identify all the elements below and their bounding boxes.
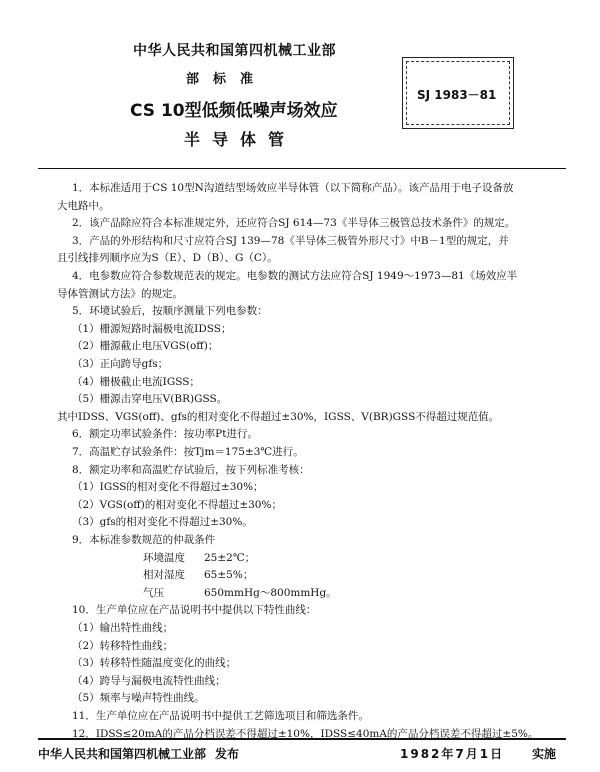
clause-3: 3．产品的外形结构和尺寸应符合SJ 139—78《半导体三极管外形尺寸》中B－1型的规定，并 xyxy=(72,234,509,247)
clause-10-item-4: （4）跨导与漏极电流特性曲线； xyxy=(72,674,226,687)
clause-8-item-1: （1）IGSS的相对变化不得超过±30%； xyxy=(72,481,264,494)
clause-4-cont: 导体管测试方法》的规定。 xyxy=(57,287,183,300)
clause-8: 8．额定功率和高温贮存试验后，按下列标准考核： xyxy=(72,463,310,476)
clause-8-item-3: （3）gfs的相对变化不得超过±30%。 xyxy=(72,516,253,529)
footer-issued-label: 发布 xyxy=(215,747,240,761)
clause-1-cont: 大电路中。 xyxy=(57,199,110,212)
clause-10-item-2: （2）转移特性曲线； xyxy=(72,639,174,652)
clause-6: 6．额定功率试验条件：按功率Pt进行。 xyxy=(72,428,258,441)
issuing-ministry: 中华人民共和国第四机械工业部 xyxy=(133,43,336,59)
clause-5-note: 其中IDSS、VGS(off)、gfs的相对变化不得超过±30%，IGSS、V(BR)GSS不得超过规范值。 xyxy=(57,410,500,423)
clause-5-item-3: （3）正向跨导gfs； xyxy=(72,358,169,370)
clause-10: 10．生产单位应在产品说明书中提供以下特性曲线： xyxy=(72,604,317,617)
footer-date: 1982年7月1日 xyxy=(400,747,505,761)
clause-9: 9．本标准参数规范的仲裁条件 xyxy=(72,534,216,546)
clause-8-item-2: （2）VGS(off)的相对变化不得超过±30%； xyxy=(72,498,282,511)
footer-effective-label: 实施 xyxy=(532,747,557,761)
standard-number: SJ 1983－81 xyxy=(417,88,497,102)
clause-5-item-2: （2）栅源截止电压VGS(off)； xyxy=(72,340,219,353)
clause-11: 11．生产单位应在产品说明书中提供工艺筛选项目和筛选条件。 xyxy=(72,710,369,722)
clause-5: 5．环境试验后，按顺序测量下列电参数： xyxy=(72,305,268,318)
clause-2: 2．该产品除应符合本标准规定外，还应符合SJ 614—73《半导体三极管总技术条件》的规定。 xyxy=(72,217,516,230)
clause-5-item-5: （5）栅源击穿电压V(BR)GSS。 xyxy=(72,393,228,406)
arbitration-label-pressure: 气压 xyxy=(143,586,164,599)
clause-1: 1．本标准适用于CS 10型N沟道结型场效应半导体管（以下简称产品）。该产品用于电子设备放 xyxy=(72,182,514,194)
standard-type: 部标准 xyxy=(186,72,268,87)
footer-divider xyxy=(38,738,566,740)
arbitration-label-temp: 环境温度 xyxy=(143,551,185,564)
document-title-line2: 半导体管 xyxy=(184,130,297,149)
arbitration-value-temp: 25±2℃； xyxy=(204,551,256,564)
clause-5-item-1: （1）栅源短路时漏极电流IDSS； xyxy=(72,322,232,335)
clause-3-cont: 且引线排列顺序应为S（E）、D（B）、G（C）。 xyxy=(57,252,278,265)
arbitration-value-pressure: 650mmHg～800mmHg。 xyxy=(204,586,337,599)
footer-issuer: 中华人民共和国第四机械工业部 xyxy=(38,747,207,761)
clause-7: 7．高温贮存试验条件：按Tjm＝175±3℃进行。 xyxy=(72,446,304,458)
clause-4: 4．电参数应符合参数规范表的规定。电参数的测试方法应符合SJ 1949～1973—81《场效应半 xyxy=(72,270,518,282)
arbitration-label-humidity: 相对湿度 xyxy=(143,569,185,582)
arbitration-value-humidity: 65±5%； xyxy=(204,569,254,582)
clause-10-item-1: （1）输出特性曲线； xyxy=(72,622,174,634)
standard-number-box xyxy=(402,57,514,129)
clause-10-item-5: （5）频率与噪声特性曲线。 xyxy=(72,692,205,705)
clause-12: 12．IDSS≤20mA的产品分档误差不得超过±10%，IDSS≤40mA的产品分档误差不得超过±5%。 xyxy=(72,727,539,740)
clause-5-item-4: （4）栅极截止电流IGSS； xyxy=(72,375,200,388)
document-title-line1: CS 10型低频低噪声场效应 xyxy=(130,101,338,121)
header-divider xyxy=(38,168,566,169)
clause-10-item-3: （3）转移特性随温度变化的曲线； xyxy=(72,657,237,670)
